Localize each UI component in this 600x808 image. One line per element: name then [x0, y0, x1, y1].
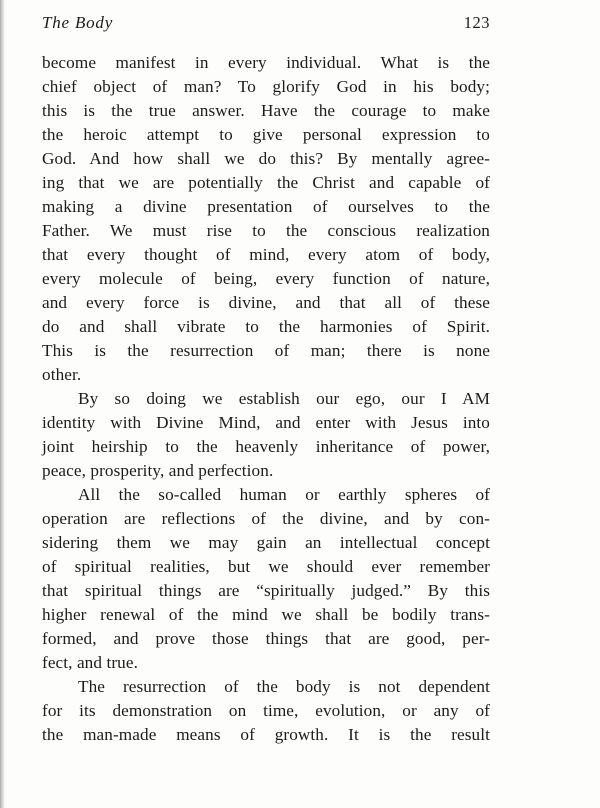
text-line: All the so-called human or earthly spheres of: [78, 485, 490, 504]
text-line: do and shall vibrate to the harmonies of Spirit.: [42, 317, 490, 336]
page-header: [42, 13, 490, 33]
text-line: joint heirship to the heavenly inheritance of power,: [42, 437, 490, 456]
text-line: chief object of man? To glorify God in his body;: [42, 77, 490, 96]
page-number: 123: [463, 13, 490, 32]
text-line: fect, and true.: [42, 653, 138, 672]
text-line: other.: [42, 365, 82, 384]
body-text: [42, 51, 490, 747]
text-line: the heroic attempt to give personal expression to: [42, 125, 490, 144]
text-line: identity with Divine Mind, and enter with Jesus into: [42, 413, 490, 432]
text-line: this is the true answer. Have the courage to make: [42, 101, 490, 120]
text-line: higher renewal of the mind we shall be bodily trans-: [42, 605, 490, 624]
scan-edge: [0, 0, 5, 808]
text-line: become manifest in every individual. What is the: [42, 53, 490, 72]
text-line: ing that we are potentially the Christ and capable of: [42, 173, 490, 192]
text-line: God. And how shall we do this? By mentally agree-: [42, 149, 490, 168]
text-line: The resurrection of the body is not dependent: [78, 677, 490, 696]
text-line: This is the resurrection of man; there is none: [42, 341, 490, 360]
text-line: Father. We must rise to the conscious realization: [42, 221, 490, 240]
text-line: formed, and prove those things that are good, per-: [42, 629, 490, 648]
text-line: that every thought of mind, every atom of body,: [42, 245, 490, 264]
text-line: for its demonstration on time, evolution, or any of: [42, 701, 490, 720]
running-title: The Body: [42, 13, 114, 32]
text-line: peace, prosperity, and perfection.: [42, 461, 274, 480]
text-line: that spiritual things are “spiritually judged.” By this: [42, 581, 490, 600]
text-line: and every force is divine, and that all of these: [42, 293, 490, 312]
text-line: the man-made means of growth. It is the result: [42, 725, 490, 744]
text-line: By so doing we establish our ego, our I AM: [78, 389, 490, 408]
text-line: of spiritual realities, but we should ever remember: [42, 557, 490, 576]
text-line: operation are reflections of the divine, and by con-: [42, 509, 490, 528]
text-line: every molecule of being, every function of nature,: [42, 269, 490, 288]
text-line: sidering them we may gain an intellectual concept: [42, 533, 490, 552]
text-line: making a divine presentation of ourselves to the: [42, 197, 490, 216]
